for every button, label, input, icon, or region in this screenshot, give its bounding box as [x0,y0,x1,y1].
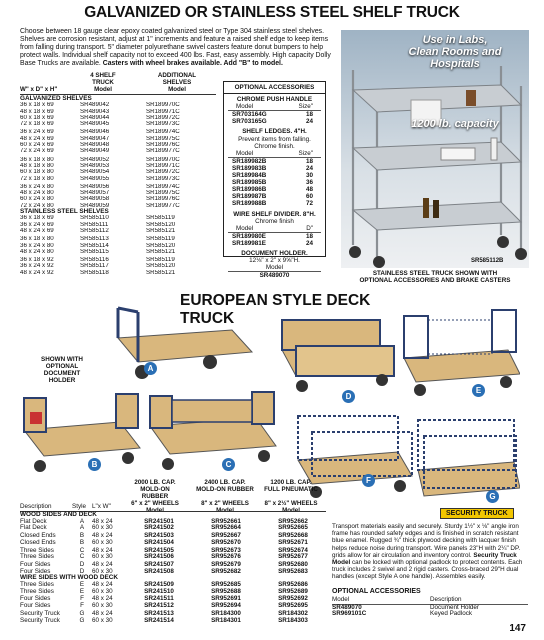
cell-model-1200: SR952665 [278,524,308,532]
cell-additional-model: SR189971C [146,108,180,115]
cell-style: D [79,560,85,568]
table-row [20,554,330,561]
cell-truck-model: SR489052 [80,156,110,163]
cell-model-1200: SR952680 [278,560,308,568]
cell-model-2000: SR241505 [144,546,174,554]
truck-a-image [118,308,252,379]
cell-model-2000: SR241508 [144,567,174,575]
cell-truck-model: SR585118 [80,269,109,276]
cell-additional-model: SR189970C [146,156,180,163]
cell-truck-model: SR585111 [80,221,109,228]
cell-lw: 48 x 24 [92,560,113,568]
cell-truck-model: SR489043 [80,108,110,115]
cell-lw: 48 x 24 [92,609,113,617]
intro-bold: Casters with wheel brakes available. Add "B" to model. [102,60,283,67]
wire-divider-desc: Chrome finish [255,217,294,225]
cell-model-1200: SR184302 [278,609,308,617]
cell-style: C [79,546,85,554]
cell-style: A [79,524,85,532]
badge-a: A [144,362,157,375]
cell-description: Three Sides [20,587,54,595]
photo-headline: Use in Labs, Clean Rooms and Hospitals [408,34,502,70]
document-holder-section [228,250,321,279]
cell-dimensions: 60 x 24 x 80 [20,196,54,203]
cell-description: Document Holder [430,603,479,611]
table-row [20,249,220,255]
cell-model-1200: SR952674 [278,546,308,554]
cell-size: 30 [305,172,313,180]
cell-model-1200: SR952677 [278,553,308,561]
photo-caption: STAINLESS STEEL TRUCK SHOWN WITH OPTIONAL ACCESSORIES AND BRAKE CASTERS [359,270,511,284]
deck-desc-body: Transport materials easily and securely. Sturdy 1½" x ⅛" angle iron frame has rounded safety edges and is finished in scratch resistant blue enamel. Rugged ¾" thick plywood decking with lacquer finish helps reduce noise during transport. Wire panels 23"H with 2¼" DP. grids allow for air circulation and inventory control. [332,523,521,559]
cell-truck-model: SR489053 [80,162,110,169]
cell-additional-model: SR585120 [146,242,176,249]
cell-model: SR189987B [232,193,267,201]
cell-model-2400: SR952685 [211,581,241,589]
cell-truck-model: SR489054 [80,169,110,176]
cell-additional-model: SR585121 [146,269,176,276]
cell-style: A [79,517,85,525]
cell-additional-model: SR189976C [146,142,180,149]
page-number: 147 [509,623,526,634]
table-row [228,233,321,240]
photo-code: SR585112B [471,258,504,264]
table-row [20,525,330,532]
cell-dimensions: 60 x 18 x 69 [20,114,54,121]
cell-style: E [79,581,85,589]
wire-divider-header [228,225,321,233]
cell-model-1200: SR952686 [278,581,308,589]
cell-lw: 60 x 30 [92,587,113,595]
cell-size: 18 [305,157,313,165]
page-title: GALVANIZED OR STAINLESS STEEL SHELF TRUCK [84,4,460,21]
cell-model-1200: SR952668 [278,532,308,540]
cell-model-2400: SR952679 [211,560,241,568]
cell-lw: 60 x 30 [92,524,113,532]
table-row [228,200,321,207]
cell-lw: 60 x 30 [92,616,113,624]
badge-e: E [472,384,485,397]
truck-d-image [282,320,394,392]
cell-model-2000: SR241501 [144,517,174,525]
table-row [228,172,321,179]
intro-body: Choose between 18 gauge clear epoxy coated galvanized steel or Type 304 stainless steel shelves. Shelves are corrosion resistant, adjust at 1" increments and feature a raised shelf edge to keep items from falling during transport. 5" diameter polyurethane swivel casters feature donut bumpers to help protect walls. Individual shelf capacity not to exceed 400 lbs. Fast, easy assembly. High capacity Dolly Base Trucks are available. [20,28,331,67]
deck-col-style: Style [72,503,86,510]
badge-g: G [486,490,499,503]
cell-model-1200: SR952671 [278,538,308,546]
cell-additional-model: SR189973C [146,175,180,182]
cell-additional-model: SR189974C [146,129,180,136]
cell-additional-model: SR585120 [146,263,176,270]
cell-truck-model: SR585115 [80,248,109,255]
cell-description: Flat Deck [20,517,47,525]
col-model: Model [236,103,254,111]
cell-description: Four Sides [20,567,51,575]
table-row [20,176,220,182]
shelf-group-label: GALVANIZED SHELVES [20,95,92,102]
shelf-table [20,96,220,276]
badge-b: B [88,458,101,471]
table-row [20,589,330,596]
cell-description: Security Truck [20,609,60,617]
cell-description: Flat Deck [20,524,47,532]
cell-style: G [79,616,85,624]
cell-dimensions: 36 x 24 x 92 [20,263,54,270]
cell-dimensions: 60 x 24 x 69 [20,142,54,149]
cell-model-2000: SR241503 [144,532,174,540]
push-handle-section [228,96,321,125]
table-row [20,618,330,625]
cell-model: SR189983B [232,164,267,172]
cell-additional-model: SR585119 [146,236,175,243]
cell-size: 48 [305,186,313,194]
cell-model: SR703165G [232,118,267,126]
cell-lw: 48 x 24 [92,595,113,603]
cell-lw: 48 x 24 [92,517,113,525]
deck-table [20,512,330,624]
col-model: Model [332,596,350,603]
cell-model-2000: SR241504 [144,538,174,546]
cell-model-2400: SR952676 [211,553,241,561]
deck-group-label: WOOD SIDES AND DECK [20,511,97,518]
cell-additional-model: SR585119 [146,257,175,264]
cell-lw: 60 x 30 [92,567,113,575]
shelf-ledge-desc: Prevent items from falling. Chrome finish. [238,135,311,150]
cell-dimensions: 72 x 24 x 69 [20,148,54,155]
wire-divider-title: WIRE SHELF DIVIDER. 8"H. [233,210,316,218]
cell-dimensions: 72 x 24 x 80 [20,202,54,209]
cell-truck-model: SR585110 [80,215,109,222]
table-row [228,118,321,125]
deck-col-2: 2400 LB. CAP. MOLD-ON RUBBER 8" x 2" WHEELS Model [196,479,254,514]
push-handle-header [228,103,321,111]
cell-description: Three Sides [20,553,54,561]
table-row [20,228,220,234]
security-truck-tag: SECURITY TRUCK [440,508,514,519]
cell-additional-model: SR585121 [146,227,176,234]
deck-col-1: 2000 LB. CAP. MOLD-ON RUBBER 6" x 2" WHEELS Model [131,479,179,514]
cell-model-2400: SR952661 [211,517,241,525]
cell-lw: 48 x 24 [92,532,113,540]
cell-model-2400: SR952664 [211,524,241,532]
cell-model-1200: SR952695 [278,602,308,610]
table-row [228,186,321,193]
cell-dimensions: 72 x 18 x 80 [20,175,54,182]
cell-truck-model: SR489059 [80,202,110,209]
cell-lw: 60 x 30 [92,553,113,561]
cell-style: G [79,609,85,617]
col-size: Size" [298,103,313,111]
cell-truck-model: SR489042 [80,102,110,109]
cell-truck-model: SR585112 [80,227,109,234]
cell-additional-model: SR189975C [146,135,180,142]
table-row [228,193,321,200]
cell-truck-model: SR585114 [80,242,109,249]
badge-d: D [342,390,355,403]
product-photo [341,30,529,268]
cell-truck-model: SR585117 [80,263,109,270]
cell-dimensions: 36 x 18 x 80 [20,236,54,243]
cell-size: 18 [305,232,313,240]
cell-truck-model: SR489047 [80,135,110,142]
cell-model-2000: SR241512 [144,602,174,610]
cell-model: SR189986B [232,186,267,194]
cell-additional-model: SR189974C [146,183,180,190]
cell-size: 36 [305,179,313,187]
cell-additional-model: SR585120 [146,221,176,228]
cell-model: SR489070 [332,603,362,611]
deck-title: EUROPEAN STYLE DECK TRUCK [180,292,371,327]
cell-additional-model: SR189973C [146,121,180,128]
cell-model-1200: SR952683 [278,567,308,575]
cell-model-2400: SR184300 [211,609,241,617]
table-row [228,179,321,186]
table-row [228,165,321,172]
col-dimensions: W" x D" x H" [20,86,58,93]
cell-truck-model: SR489048 [80,142,110,149]
cell-dimensions: 36 x 18 x 92 [20,257,54,264]
deck-opt-title: OPTIONAL ACCESSORIES [332,588,421,595]
cell-additional-model: SR189971C [146,162,180,169]
cell-dimensions: 36 x 24 x 80 [20,183,54,190]
cell-model: SR189988B [232,200,267,208]
photo-capacity: 1200 lb. capacity [411,118,499,130]
document-holder-title: DOCUMENT HOLDER. [241,249,308,257]
cell-model-2400: SR952694 [211,602,241,610]
cell-dimensions: 72 x 18 x 69 [20,121,54,128]
cell-description: Three Sides [20,546,54,554]
cell-additional-model: SR189972C [146,114,180,121]
truck-c-image [150,392,276,470]
cell-size: 18 [305,111,313,119]
cell-truck-model: SR489055 [80,175,110,182]
cell-model-2400: SR184301 [211,616,241,624]
cell-size: 60 [305,193,313,201]
table-row [228,158,321,165]
shelf-ledge-header [228,150,321,158]
cell-model-1200: SR952689 [278,587,308,595]
badge-f: F [362,474,375,487]
cell-description: Closed Ends [20,532,56,540]
deck-desc-tail: can be locked with optional padlock to protect contents. Each truck includes 2 swivel and 2 rigid casters. Cross-braced 29"H dual handles (except Style A one handle). Assembles easily. [332,559,523,581]
cell-dimensions: 48 x 18 x 69 [20,108,54,115]
cell-description: Four Sides [20,595,51,603]
table-row [228,240,321,247]
document-holder-model: SR489070 [259,272,290,280]
table-row [20,540,330,547]
cell-truck-model: SR489056 [80,183,110,190]
cell-style: B [79,538,85,546]
cell-truck-model: SR489057 [80,190,110,197]
cell-dimensions: 36 x 24 x 69 [20,129,54,136]
cell-additional-model: SR585119 [146,215,175,222]
cell-truck-model: SR489044 [80,114,110,121]
cell-size: 24 [305,164,313,172]
cell-additional-model: SR189976C [146,196,180,203]
col-description: Description [430,596,462,603]
cell-truck-model: SR489049 [80,148,110,155]
cell-truck-model: SR489045 [80,121,110,128]
cell-model-2000: SR241514 [144,616,174,624]
document-holder-col: Model [228,264,321,272]
cell-additional-model: SR189977C [146,202,180,209]
cell-description: Keyed Padlock [430,610,473,618]
cell-dimensions: 48 x 24 x 69 [20,227,54,234]
cell-model: SR189980E [232,232,266,240]
badge-c: C [222,458,235,471]
deck-col-3: 1200 LB. CAP. FULL PNEUMATIC 8" x 2½" WHEELS Model [264,479,318,514]
cell-model: SR703164G [232,111,267,119]
cell-dimensions: 60 x 18 x 80 [20,169,54,176]
truck-g-image [418,420,520,496]
cell-style: F [80,602,84,610]
cell-dimensions: 48 x 24 x 69 [20,135,54,142]
deck-optional-accessories [332,588,528,618]
optional-accessories-box [223,81,326,280]
cell-truck-model: SR489058 [80,196,110,203]
cell-model-2000: SR241511 [144,595,174,603]
col-model: Model [236,224,254,232]
cell-size: 24 [305,239,313,247]
shelf-group-label: STAINLESS STEEL SHELVES [20,208,109,216]
cell-model-2000: SR241513 [144,609,174,617]
cell-model-2400: SR952688 [211,587,241,595]
cell-model-2400: SR952682 [211,567,241,575]
cell-additional-model: SR189975C [146,190,180,197]
cell-model-2400: SR952673 [211,546,241,554]
cell-style: E [79,587,85,595]
cell-model-2000: SR241506 [144,553,174,561]
table-row [20,603,330,610]
cell-additional-model: SR189972C [146,169,180,176]
cell-description: Closed Ends [20,538,56,546]
cell-model-2000: SR241510 [144,587,174,595]
cell-truck-model: SR585113 [80,236,109,243]
cell-style: C [79,553,85,561]
cell-model-2400: SR952670 [211,538,241,546]
cell-description: Three Sides [20,581,54,589]
cell-dimensions: 48 x 24 x 92 [20,269,54,276]
cell-size: 72 [305,200,313,208]
cell-dimensions: 48 x 24 x 80 [20,248,54,255]
table-row [20,270,220,276]
cell-model-2400: SR952691 [211,595,241,603]
cell-dimensions: 36 x 18 x 69 [20,215,54,222]
document-holder-desc: 12⅛" x 2" x 9⅝"H. [249,257,300,265]
col-4-shelf-truck: 4 SHELF TRUCK Model [90,72,116,93]
cell-dimensions: 36 x 24 x 69 [20,221,54,228]
cell-style: B [79,532,85,540]
cell-description: Four Sides [20,602,51,610]
cell-model-1200: SR952662 [278,517,308,525]
table-row [332,611,528,618]
deck-col-lw: L"x W" [92,503,111,510]
deck-col-labels [20,504,130,511]
cell-lw: 60 x 30 [92,538,113,546]
truck-e-image [404,310,520,396]
col-size: D" [306,224,313,232]
cell-model: SR189982B [232,157,267,165]
intro-text [20,28,332,68]
cell-model: SR189985B [232,179,267,187]
table-row [20,148,220,154]
deck-description [332,523,528,581]
cell-dimensions: 36 x 18 x 80 [20,156,54,163]
cell-lw: 48 x 24 [92,581,113,589]
cell-model-2000: SR241502 [144,524,174,532]
wire-divider-section [228,211,321,247]
cell-style: D [79,567,85,575]
cell-description: Security Truck [20,616,60,624]
cell-model: SR189981E [232,239,266,247]
cell-truck-model: SR585116 [80,257,109,264]
deck-group-label: WIRE SIDES WITH WOOD DECK [20,574,118,582]
cell-style: F [80,595,84,603]
cell-size: 24 [305,118,313,126]
shelf-ledge-section [228,128,321,207]
push-handle-title: CHROME PUSH HANDLE [236,96,313,104]
table-row [228,111,321,118]
cell-model-1200: SR184303 [278,616,308,624]
cell-model: SR969101C [332,610,367,618]
cell-additional-model: SR585121 [146,248,176,255]
shelf-ledge-title: SHELF LEDGES. 4"H. [242,128,307,136]
col-additional-shelves: ADDITIONAL SHELVES Model [157,72,197,93]
col-model: Model [236,149,254,157]
cell-dimensions: 36 x 18 x 69 [20,102,54,109]
cell-additional-model: SR189977C [146,148,180,155]
cell-lw: 48 x 24 [92,546,113,554]
cell-model: SR189984B [232,172,267,180]
cell-dimensions: 36 x 24 x 80 [20,242,54,249]
table-row [20,121,220,127]
cell-description: Four Sides [20,560,51,568]
cell-model-1200: SR952692 [278,595,308,603]
cell-model-2400: SR952667 [211,532,241,540]
cell-model-2000: SR241507 [144,560,174,568]
col-size: Size" [298,149,313,157]
cell-model-2000: SR241509 [144,581,174,589]
cell-additional-model: SR189970C [146,102,180,109]
cell-truck-model: SR489046 [80,129,110,136]
shown-with-note: SHOWN WITH OPTIONAL DOCUMENT HOLDER [41,356,83,384]
deck-col-description: Description [20,503,52,510]
cell-dimensions: 48 x 24 x 80 [20,190,54,197]
cell-lw: 60 x 30 [92,602,113,610]
truck-b-image [24,394,140,472]
deck-desc-bold: Security Truck Model [332,551,517,567]
cell-dimensions: 48 x 18 x 80 [20,162,54,169]
accessories-title: OPTIONAL ACCESSORIES [224,82,325,94]
